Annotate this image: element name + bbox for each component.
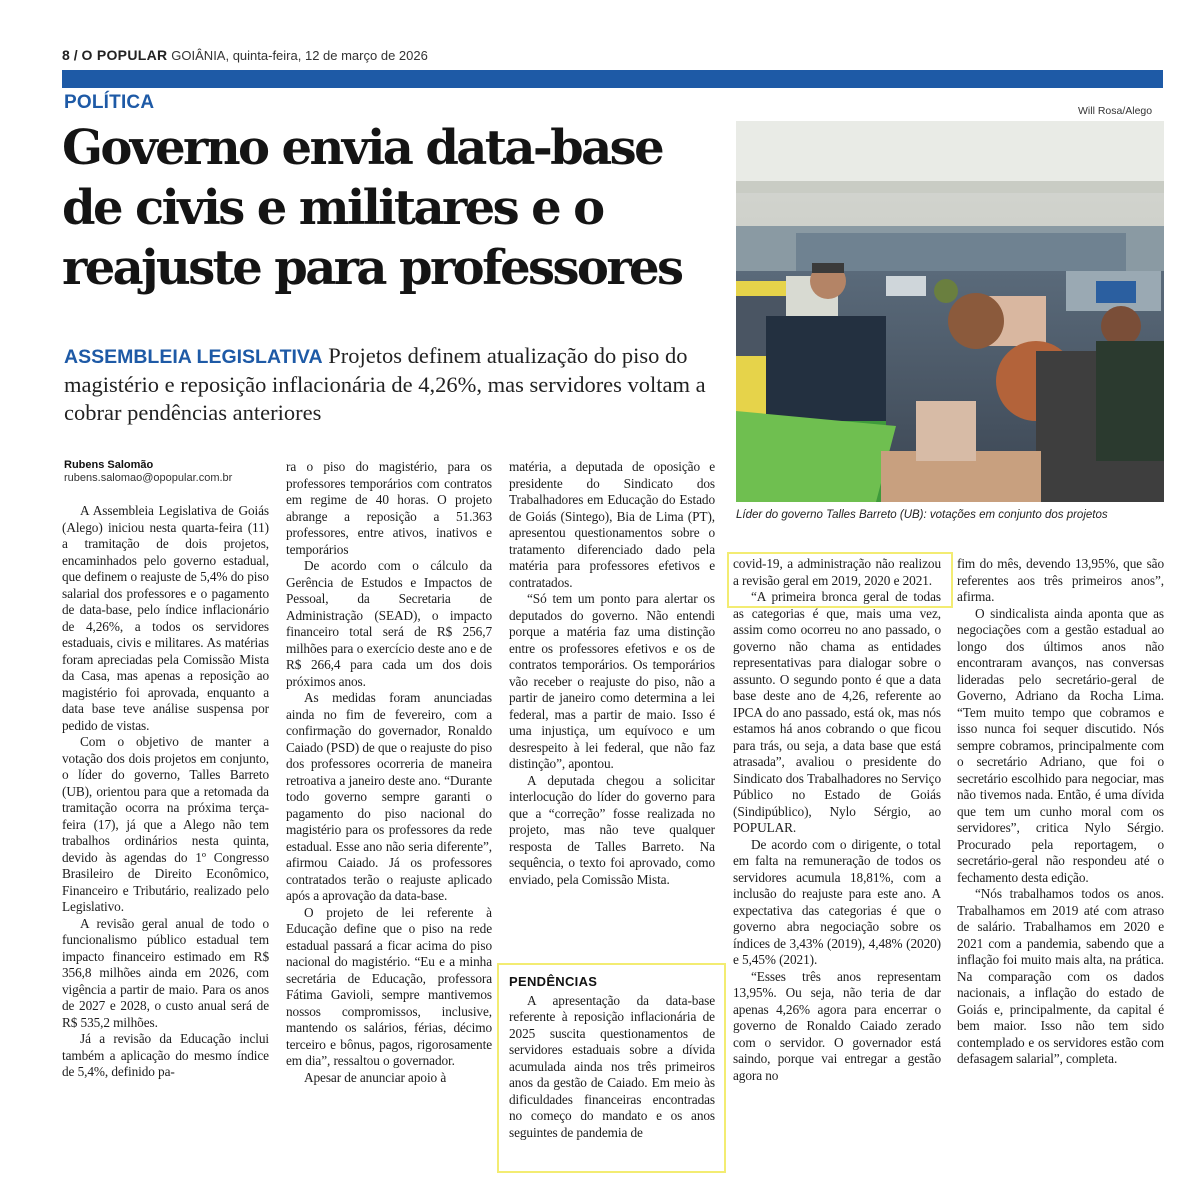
paragraph: “A primeira bronca geral de todas as categorias é que, mais uma vez, assim como ocorreu no ano passado, o governo não chama as entidades representativas para dialogar sobre o assunto. O segundo ponto é que a data base deste ano de 4,26, referente ao IPCA do ano passado, está ok, mas nós estamos há anos cobrando o que ficou para trás, ou seja, a data base que está atrasada”, avaliou o presidente do Sindicato dos Trabalhadores no Serviço Público no Estado de Goiás (Sindipúblico), Nylo Sérgio, ao POPULAR. (733, 589, 941, 835)
photo-caption: Líder do governo Talles Barreto (UB): votações em conjunto dos projetos (736, 509, 1108, 521)
section-color-bar (62, 70, 1163, 88)
paragraph: O sindicalista ainda aponta que as negociações com a gestão estadual ao longo dos últimos anos não encontraram avanços, nas conversas lideradas pelo secretário-geral de Governo, Adriano da Rocha Lima. “Tem muito tempo que cobramos e isso nunca foi sequer discutido. Nós sempre cobramos, principalmente com o secretário Adriano, que foi o secretário escolhido para negociar, mas não tivemos nada. Então, é uma dívida que tem um cunho moral com os servidores”, critica Nylo Sérgio. Procurado pela reportagem, o secretário-geral não respondeu até o fechamento desta edição. (957, 605, 1164, 885)
article-column-4 (733, 556, 941, 1084)
headline (62, 118, 722, 298)
paragraph: A revisão geral anual de todo o funcionalismo público estadual tem impacto financeiro estimado em R$ 356,8 milhões ainda em 2026, com vigência a partir de maio. Para os anos de 2027 e 2028, o custo anual será de R$ 535,2 milhões. (62, 915, 269, 1030)
page-number: 8 (62, 47, 70, 63)
paragraph: A Assembleia Legislativa de Goiás (Alego) iniciou nesta quarta-feira (11) a tramitação de dois projetos, encaminhados pelo governo estadual, que definem o reajuste de 5,4% do piso salarial dos professores e o pagamento de data-base, pelo índice inflacionário de 4,26%, a todos os servidores estaduais, civis e militares. As matérias foram apreciadas pela Comissão Mista da Casa, mas apenas a reposição ao magistério foi aprovada, enquanto a data base teve análise suspensa por pedido de vistas. (62, 503, 269, 733)
headline-line-3: reajuste para professores (62, 240, 682, 296)
deck-kicker: ASSEMBLEIA LEGISLATIVA (64, 346, 323, 368)
paragraph: “Só tem um ponto para alertar os deputados do governo. Não entendi porque a matéria faz uma distinção entre os professores efetivos e os de contratos temporários. Os temporários vão receber o reajuste do piso, não a partir de janeiro como determina a lei federal, mas a partir de maio. Isso é uma injustiça, um equívoco e um desrespeito à lei federal, que não faz distinção”, apontou. (509, 591, 715, 771)
section-label: POLÍTICA (64, 92, 155, 113)
paragraph: fim do mês, devendo 13,95%, que são referentes aos três primeiros anos”, afirma. (957, 556, 1164, 604)
paragraph: Apesar de anunciar apoio à (304, 1069, 447, 1085)
paragraph: covid-19, a administração não realizou a revisão geral em 2019, 2020 e 2021. (733, 556, 941, 588)
headline-line-1: Governo envia data-base (62, 120, 663, 176)
pendencias-section (509, 974, 715, 1141)
header-separator: / (73, 47, 78, 63)
paragraph: Com o objetivo de manter a votação dos dois projetos em conjunto, o líder do governo, Talles Barreto (UB), orientou para que a retomada da tramitação ocorra na próxima terça-feira (17), já que a Alego não tem trabalhos ordinários nesta quinta, devido às agendas do 1º Congresso Brasileiro de Direito Econômico, Financeiro e Tributário, realizado pelo Legislativo. (62, 734, 269, 914)
paragraph: “Nós trabalhamos todos os anos. Trabalhamos em 2019 até com atraso de salário. Trabalhamos em 2020 e 2021 com a pandemia, sabendo que a inflação foi muito mais alta, na prática. Na comparação com os dados nacionais, a inflação do estado de Goiás e, principalmente, da capital é bem maior. Isso não tem sido contemplado e os servidores estão com defasagem salarial”, completa. (957, 886, 1164, 1066)
page-header (62, 44, 1162, 66)
news-photo (736, 121, 1164, 502)
paragraph: As medidas foram anunciadas ainda no fim de fevereiro, com a confirmação do governador, Ronaldo Caiado (PSD) de que o reajuste do piso dos professores ocorreria de maneira retroativa a janeiro deste ano. “Durante todo governo sempre garanti o pagamento do piso nacional do magistério para os professores da rede estadual. Esse ano não seria diferente”, afirmou Caiado. Já os professores contratados terão o reajuste aplicado após a aprovação da data-base. (286, 690, 492, 903)
paragraph: Já a revisão da Educação inclui também a aplicação do mesmo índice de 5,4%, definido pa- (62, 1031, 269, 1079)
paragraph: O projeto de lei referente à Educação define que o piso na rede estadual passará a ficar acima do piso nacional do magistério. “Eu e a minha secretária de Educação, professora Fátima Gavioli, sempre mantivemos nossos compromissos, inclusive, mantendo os salários, férias, décimo terceiro e bônus, pagos, rigorosamente em dia”, ressaltou o governador. (286, 904, 492, 1068)
paragraph: ra o piso do magistério, para os professores temporários com contratos em regime de 40 horas. O projeto abrange a reposição a 51.363 professores, entre ativos, inativos e temporários (286, 459, 492, 557)
article-column-5 (957, 556, 1164, 1068)
paragraph: A deputada chegou a solicitar interlocução do líder do governo para que a “correção” fosse realizada no projeto, mas não teve qualquer resposta de Talles Barreto. Na sequência, o texto foi aprovado, como enviado, pela Comissão Mista. (509, 772, 715, 887)
author-email[interactable]: rubens.salomao@opopular.com.br (64, 472, 233, 484)
deck-text: Projetos definem atualização do piso do magistério e reposição inflacionária de 4,26%, mas servidores voltam a cobrar pendências anteriores (64, 343, 706, 425)
author-name: Rubens Salomão (64, 459, 154, 471)
paragraph: matéria, a deputada de oposição e presidente do Sindicato dos Trabalhadores em Educação do Estado de Goiás (Sintego), Bia de Lima (PT), apresentou questionamentos sobre o tratamento diferenciado dado pela matéria para professores efetivos e contratados. (509, 459, 715, 590)
byline (64, 459, 232, 485)
pendencias-subheading: PENDÊNCIAS (509, 974, 598, 989)
paragraph: A apresentação da data-base referente à reposição inflacionária de 2025 suscita questionamentos de servidores estaduais sobre a dívida acumulada ainda nos três primeiros anos da gestão de Caiado. Em meio às dificuldades financeiras encontradas no começo do mandato e os anos seguintes de pandemia de (509, 992, 715, 1140)
headline-line-2: de civis e militares e o (62, 180, 603, 236)
dateline: GOIÂNIA, quinta-feira, 12 de março de 2026 (171, 48, 428, 63)
article-column-3 (509, 459, 715, 888)
photo-credit: Will Rosa/Alego (1078, 105, 1153, 117)
photo-illustration (736, 121, 1164, 502)
newspaper-name: O POPULAR (81, 47, 168, 63)
paragraph: De acordo com o dirigente, o total em falta na remuneração de todos os servidores acumula 18,81%, com a inclusão do reajuste para este ano. A expectativa das categorias é que o governo abra negociação sobre os índices de 3,43% (2019), 4,48% (2020) e 5,45% (2021). (733, 836, 941, 967)
paragraph: De acordo com o cálculo da Gerência de Estudos e Impactos de Pessoal, da Secretaria de Administração (SEAD), o impacto financeiro total será de R$ 256,7 milhões para o exercício deste ano e de R$ 266,4 para cada um dos dois próximos anos. (286, 558, 492, 689)
paragraph: “Esses três anos representam 13,95%. Ou seja, não teria de dar apenas 4,26% agora para encerrar o governo de Ronaldo Caiado zerado com o servidor. O governador está saindo, porque vai entregar a gestão agora no (733, 968, 941, 1083)
deck (64, 342, 724, 427)
article-column-2 (286, 459, 492, 1086)
article-column-1 (62, 503, 269, 1081)
